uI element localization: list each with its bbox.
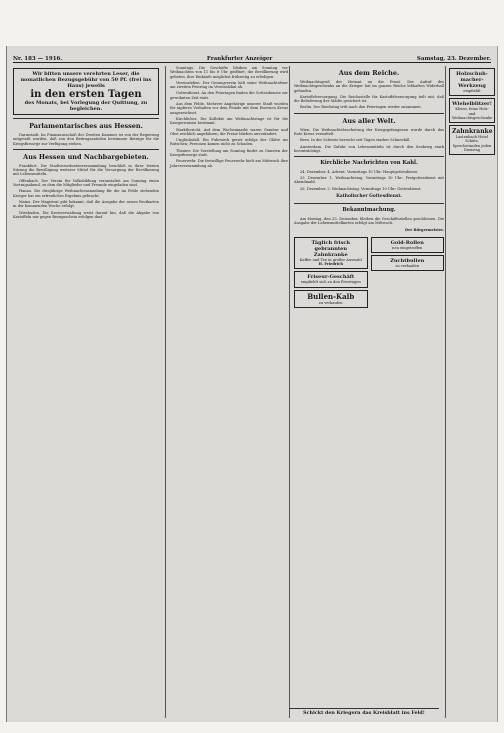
church-subheading: Katholischer Gottesdienst.: [336, 193, 402, 199]
article-paragraph: Wiesbaden. Die Kreisverwaltung weist darauf hin, daß die Abgabe von Kartoffeln nur gegen Bezugsschein erfolgen darf.: [13, 210, 159, 219]
ad-body: neu eingetroffen: [392, 245, 423, 250]
article-paragraph: Kirchliches. Die Kollekte am Weihnachtstage ist für die Kriegerwaisen bestimmt.: [170, 116, 288, 126]
paper-title: Frankfurter Anzeiger: [206, 56, 273, 62]
church-entry: 26. Dezember. 2. Weihnachtstag. Vormittags 10 Uhr: Gottesdienst.: [300, 186, 422, 191]
ad-box: [294, 237, 368, 270]
bottom-banner: Schickt den Kriegern das Kreisblatt ins Feld!: [289, 708, 439, 716]
article-paragraph: Mainz. Der Magistrat gibt bekannt, daß die Ausgabe der neuen Brotkarten in der kommenden Woche erfolgt.: [13, 199, 159, 209]
article-paragraph: Sonntags. Die Geschäfte bleiben am Sonntag vor Weihnachten von 11 bis 6 Uhr geöffnet; die Bevölkerung wird gebeten, ihre Einkäufe möglichst frühzeitig zu erledigen.: [170, 66, 288, 79]
column-3: [289, 66, 444, 718]
ad-name: H. Friedrich: [318, 262, 343, 267]
column-4-ads: [445, 66, 495, 718]
page-header: [13, 50, 491, 63]
section-heading-regional: Aus Hessen und Nachbargebieten.: [23, 152, 149, 161]
ad-box: [449, 125, 495, 155]
ad-body: zu verkaufen: [318, 300, 343, 305]
divider: [13, 118, 159, 119]
ad-column-left: [294, 235, 368, 310]
article-paragraph: Feuerwehr. Die freiwillige Feuerwehr hielt am Mittwoch ihre Jahresversammlung ab.: [170, 159, 288, 168]
notice-text-2: des Monats, bei Vorlegung der Quittung, zu begleichen.: [24, 100, 148, 112]
section-heading-church: Kirchliche Nachrichten von Kahl.: [320, 160, 418, 167]
article-paragraph: Darmstadt. Im Finanzausschuß der Zweiten Kammer ist von der Regierung mitgeteilt worden, daß von den Beitragsanteilen bestimmte Beträge für die Kriegsfürsorge zur Verfügung stehen.: [13, 133, 159, 146]
column-2: [165, 66, 288, 718]
ad-body: empfiehlt: [463, 89, 481, 93]
ad-body: empfiehlt sich zu den Feiertagen: [300, 280, 361, 285]
ad-box: [449, 68, 495, 96]
church-entry: 24. Dezember. 4. Advent. Vormittags 10 Uhr: Hauptgottesdienst.: [300, 169, 419, 174]
divider: [13, 149, 159, 150]
notice-emphasis: in den ersten Tagen: [30, 89, 142, 100]
ad-body: Kleine, feine Holz- und Weihnachtsgeschenke: [452, 107, 493, 120]
issue-date: Samstag, 23. Dezember.: [416, 56, 491, 62]
official-notice: Am Montag, den 25. Dezember, bleiben die Geschäftsstellen geschlossen. Die Ausgabe der Lebensmittelkarten erfolgt am Mittwoch.: [294, 216, 444, 226]
ad-box: [294, 290, 368, 308]
newspaper-page: [6, 46, 498, 722]
ad-title: Friseur-Geschäft: [307, 274, 355, 281]
ad-column-right: [371, 235, 445, 310]
divider: [294, 156, 444, 157]
section-heading-reich: Aus dem Reiche.: [338, 69, 400, 77]
ad-title: Täglich frisch gebrannten Zahnkranke: [311, 239, 351, 258]
article-paragraph: Unglücksfall. Ein Fuhrwerk geriet infolge der Glätte ins Rutschen; Personen kamen nicht zu Schaden.: [170, 138, 288, 147]
column-1: [13, 66, 159, 718]
ad-box: [449, 98, 495, 123]
article-paragraph: Hanau. Die diesjährige Weihnachtssammlung für die im Felde stehenden Krieger hat ein erfreuliches Ergebnis gebracht.: [13, 189, 159, 198]
article-paragraph: Wien. Die Weihnachtsbescherung der Kriegsgefangenen wurde durch das Rote Kreuz vermittelt.: [294, 127, 444, 137]
section-heading-parliament: Parlamentarisches aus Hessen.: [29, 122, 143, 130]
article-paragraph: Marktbericht. Auf dem Wochenmarkt waren Gemüse und Obst reichlich angefahren; die Preise blieben unverändert.: [170, 127, 288, 136]
ad-title: Gold-Rollen: [390, 239, 424, 246]
ad-body: Lastenbach Hotel Schütz. Sprechstunden jeden Dienstag: [452, 135, 492, 153]
section-heading-notice: Bekanntmachung.: [342, 207, 396, 214]
ad-title: Bullen-Kalb: [307, 291, 355, 301]
ad-title: Zahnkranke: [452, 128, 493, 136]
article-paragraph: Amsterdam. Die Zufuhr von Lebensmitteln ist durch den Seekrieg stark beeinträchtigt.: [294, 144, 444, 153]
ad-body: Kaffee und Tee in großer Auswahl: [299, 257, 362, 262]
article-paragraph: Vereinsleben. Der Gesangverein hält seine Weihnachtsfeier am zweiten Feiertag im Vereinslokal ab.: [170, 80, 288, 90]
subscription-notice: [13, 68, 159, 115]
article-paragraph: Theater. Die Vorstellung am Sonntag findet zu Gunsten der Kriegsfürsorge statt.: [170, 148, 288, 158]
divider: [294, 113, 444, 114]
ad-box: [371, 255, 445, 271]
article-paragraph: Weihnachtsgruß der Heimat an die Front. Der Aufruf des Weihnachtsgeschenks an die Krieger hat im ganzen Reiche lebhaften Widerhall gefunden.: [294, 80, 444, 93]
article-paragraph: Aus dem Felde. Mehrere Angehörige unserer Stadt wurden für tapferes Verhalten vor dem Feinde mit dem Eisernen Kreuz ausgezeichnet.: [170, 102, 288, 115]
section-heading-world: Aus aller Welt.: [342, 116, 396, 125]
notice-signature: Der Bürgermeister.: [404, 227, 444, 232]
ad-title: Wiehelblitzer!: [452, 101, 492, 108]
ad-grid: [294, 235, 444, 310]
article-paragraph: Berlin. Der Reichstag tritt nach den Feiertagen wieder zusammen.: [300, 105, 422, 110]
ad-box: [294, 271, 368, 287]
ad-box: [371, 237, 445, 253]
ad-title: Holzschuh-macher-Werkzeug: [456, 71, 488, 89]
ad-body: zu verkaufen: [395, 264, 420, 269]
article-paragraph: Offenbach. Der Verein für Volksbildung veranstaltet am Sonntag einen Vortragsabend, zu dem die Mitglieder und Freunde eingeladen sind.: [13, 178, 159, 188]
article-paragraph: Bern. In der Schweiz herrscht seit Tagen starker Schneefall.: [300, 138, 411, 143]
article-paragraph: Gottesdienst. An den Feiertagen finden die Gottesdienste zur gewohnten Zeit statt.: [170, 91, 288, 100]
ad-title: Zuchtbullen: [390, 258, 425, 265]
divider: [294, 203, 444, 204]
notice-text-1: Wir bitten unsere verehrten Leser, die monatlichen Bezugsgebühr von 50 Pf. (frei ins Haus) jeweils: [20, 71, 152, 89]
article-paragraph: Frankfurt. Die Stadtverordnetenversammlung beschloß in ihrer letzten Sitzung die Bewilligung weiterer Mittel für die Versorgung der Bevölkerung mit Lebensmitteln.: [13, 163, 159, 177]
article-paragraph: Kartoffelversorgung. Die Reichsstelle für Kartoffelversorgung teilt mit, daß die Belieferung der Städte gesichert ist.: [294, 94, 444, 104]
issue-number: Nr. 183 — 1916.: [13, 56, 63, 62]
church-entry: 25. Dezember. 1. Weihnachtstag. Vormittags 10 Uhr: Festgottesdienst mit Abendmahl.: [294, 176, 444, 185]
